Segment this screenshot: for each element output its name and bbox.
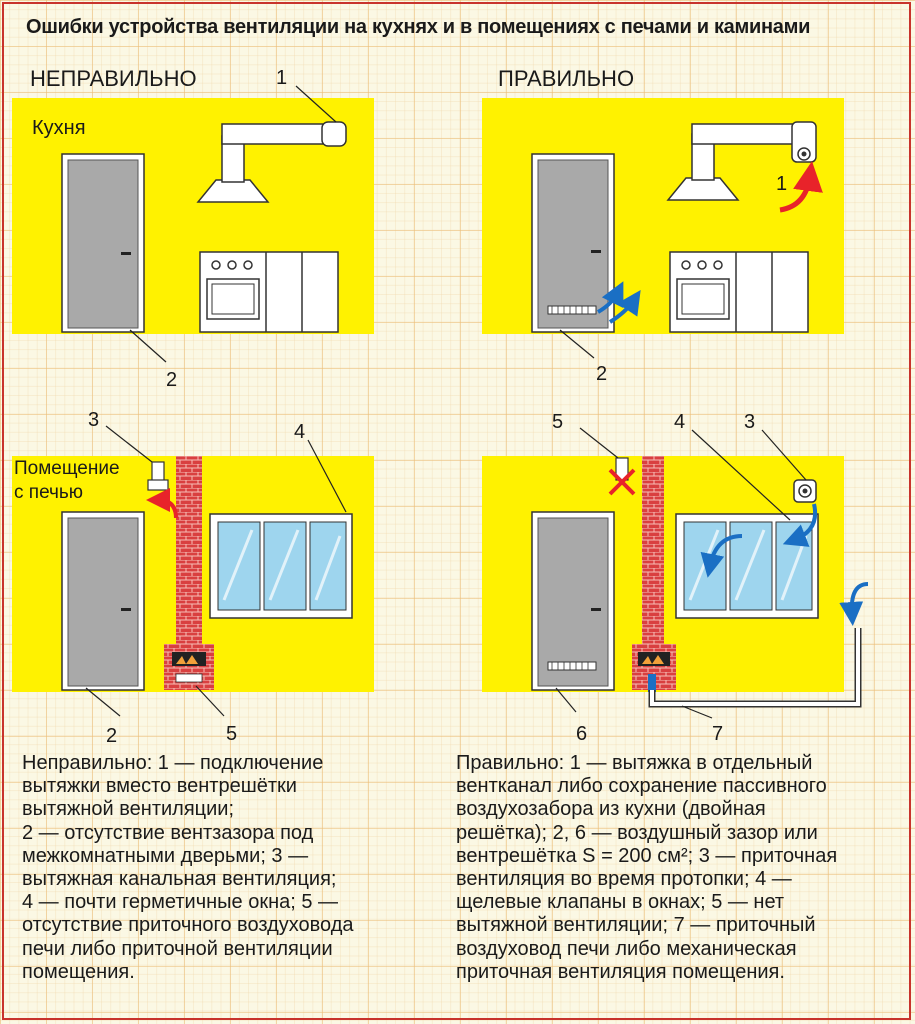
heading-wrong: НЕПРАВИЛЬНО <box>30 66 197 91</box>
door <box>62 154 144 332</box>
callout-5: 5 <box>552 411 564 433</box>
callout-2: 2 <box>166 369 178 391</box>
window <box>676 514 818 618</box>
page-title: Ошибки устройства вентиляции на кухнях и в помещениях с печами и каминами <box>26 16 811 38</box>
callout-3: 3 <box>744 411 756 433</box>
caption-right: Правильно: 1 — вытяжка в отдельный вентканал либо сохранение пассивного воздухозабора из кухни (двойная решётка); 2, 6 — воздушный зазор или вентрешётка S = 200 см²; 3 — приточная вентиляция во время протопки; 4 — щелевые клапаны в окнах; 5 — нет вытяжной вентиляции; 7 — приточный воздуховод печи либо механическая приточная вентиляция помещения. <box>456 752 838 983</box>
door <box>532 154 614 332</box>
callout-1: 1 <box>776 173 788 195</box>
supply-vent <box>794 480 816 502</box>
callout-7: 7 <box>712 723 724 745</box>
heading-right: ПРАВИЛЬНО <box>498 66 635 91</box>
wrong-stove-room-panel <box>12 409 374 745</box>
stove-room-label-line2: с печью <box>14 482 84 503</box>
kitchen-stove <box>200 252 338 332</box>
kitchen-stove <box>670 252 808 332</box>
blue-airflow-arrow <box>852 584 868 614</box>
callout-6: 6 <box>576 723 588 745</box>
callout-5: 5 <box>226 723 238 745</box>
callout-4: 4 <box>674 411 686 433</box>
right-stove-room-panel <box>482 411 868 745</box>
stove-room-label-line1: Помещение <box>14 458 120 479</box>
callout-2: 2 <box>106 725 118 745</box>
callout-3: 3 <box>88 409 100 431</box>
callout-2: 2 <box>596 363 608 385</box>
right-kitchen-panel <box>482 98 844 385</box>
callout-4: 4 <box>294 421 306 443</box>
door <box>62 512 144 690</box>
wrong-kitchen-panel <box>12 67 374 391</box>
kitchen-label: Кухня <box>32 117 86 139</box>
window <box>210 514 352 618</box>
callout-1: 1 <box>276 67 288 89</box>
caption-wrong: Неправильно: 1 — подключение вытяжки вместо вентрешётки вытяжной вентиляции; 2 — отсутствие вентзазора под межкомнатными дверьми; 3 — вытяжная канальная вентиляция; 4 — почти герметичные окна; 5 — отсутствие приточного воздуховода печи либо приточной вентиляции помещения. <box>22 752 354 983</box>
door <box>532 512 614 690</box>
